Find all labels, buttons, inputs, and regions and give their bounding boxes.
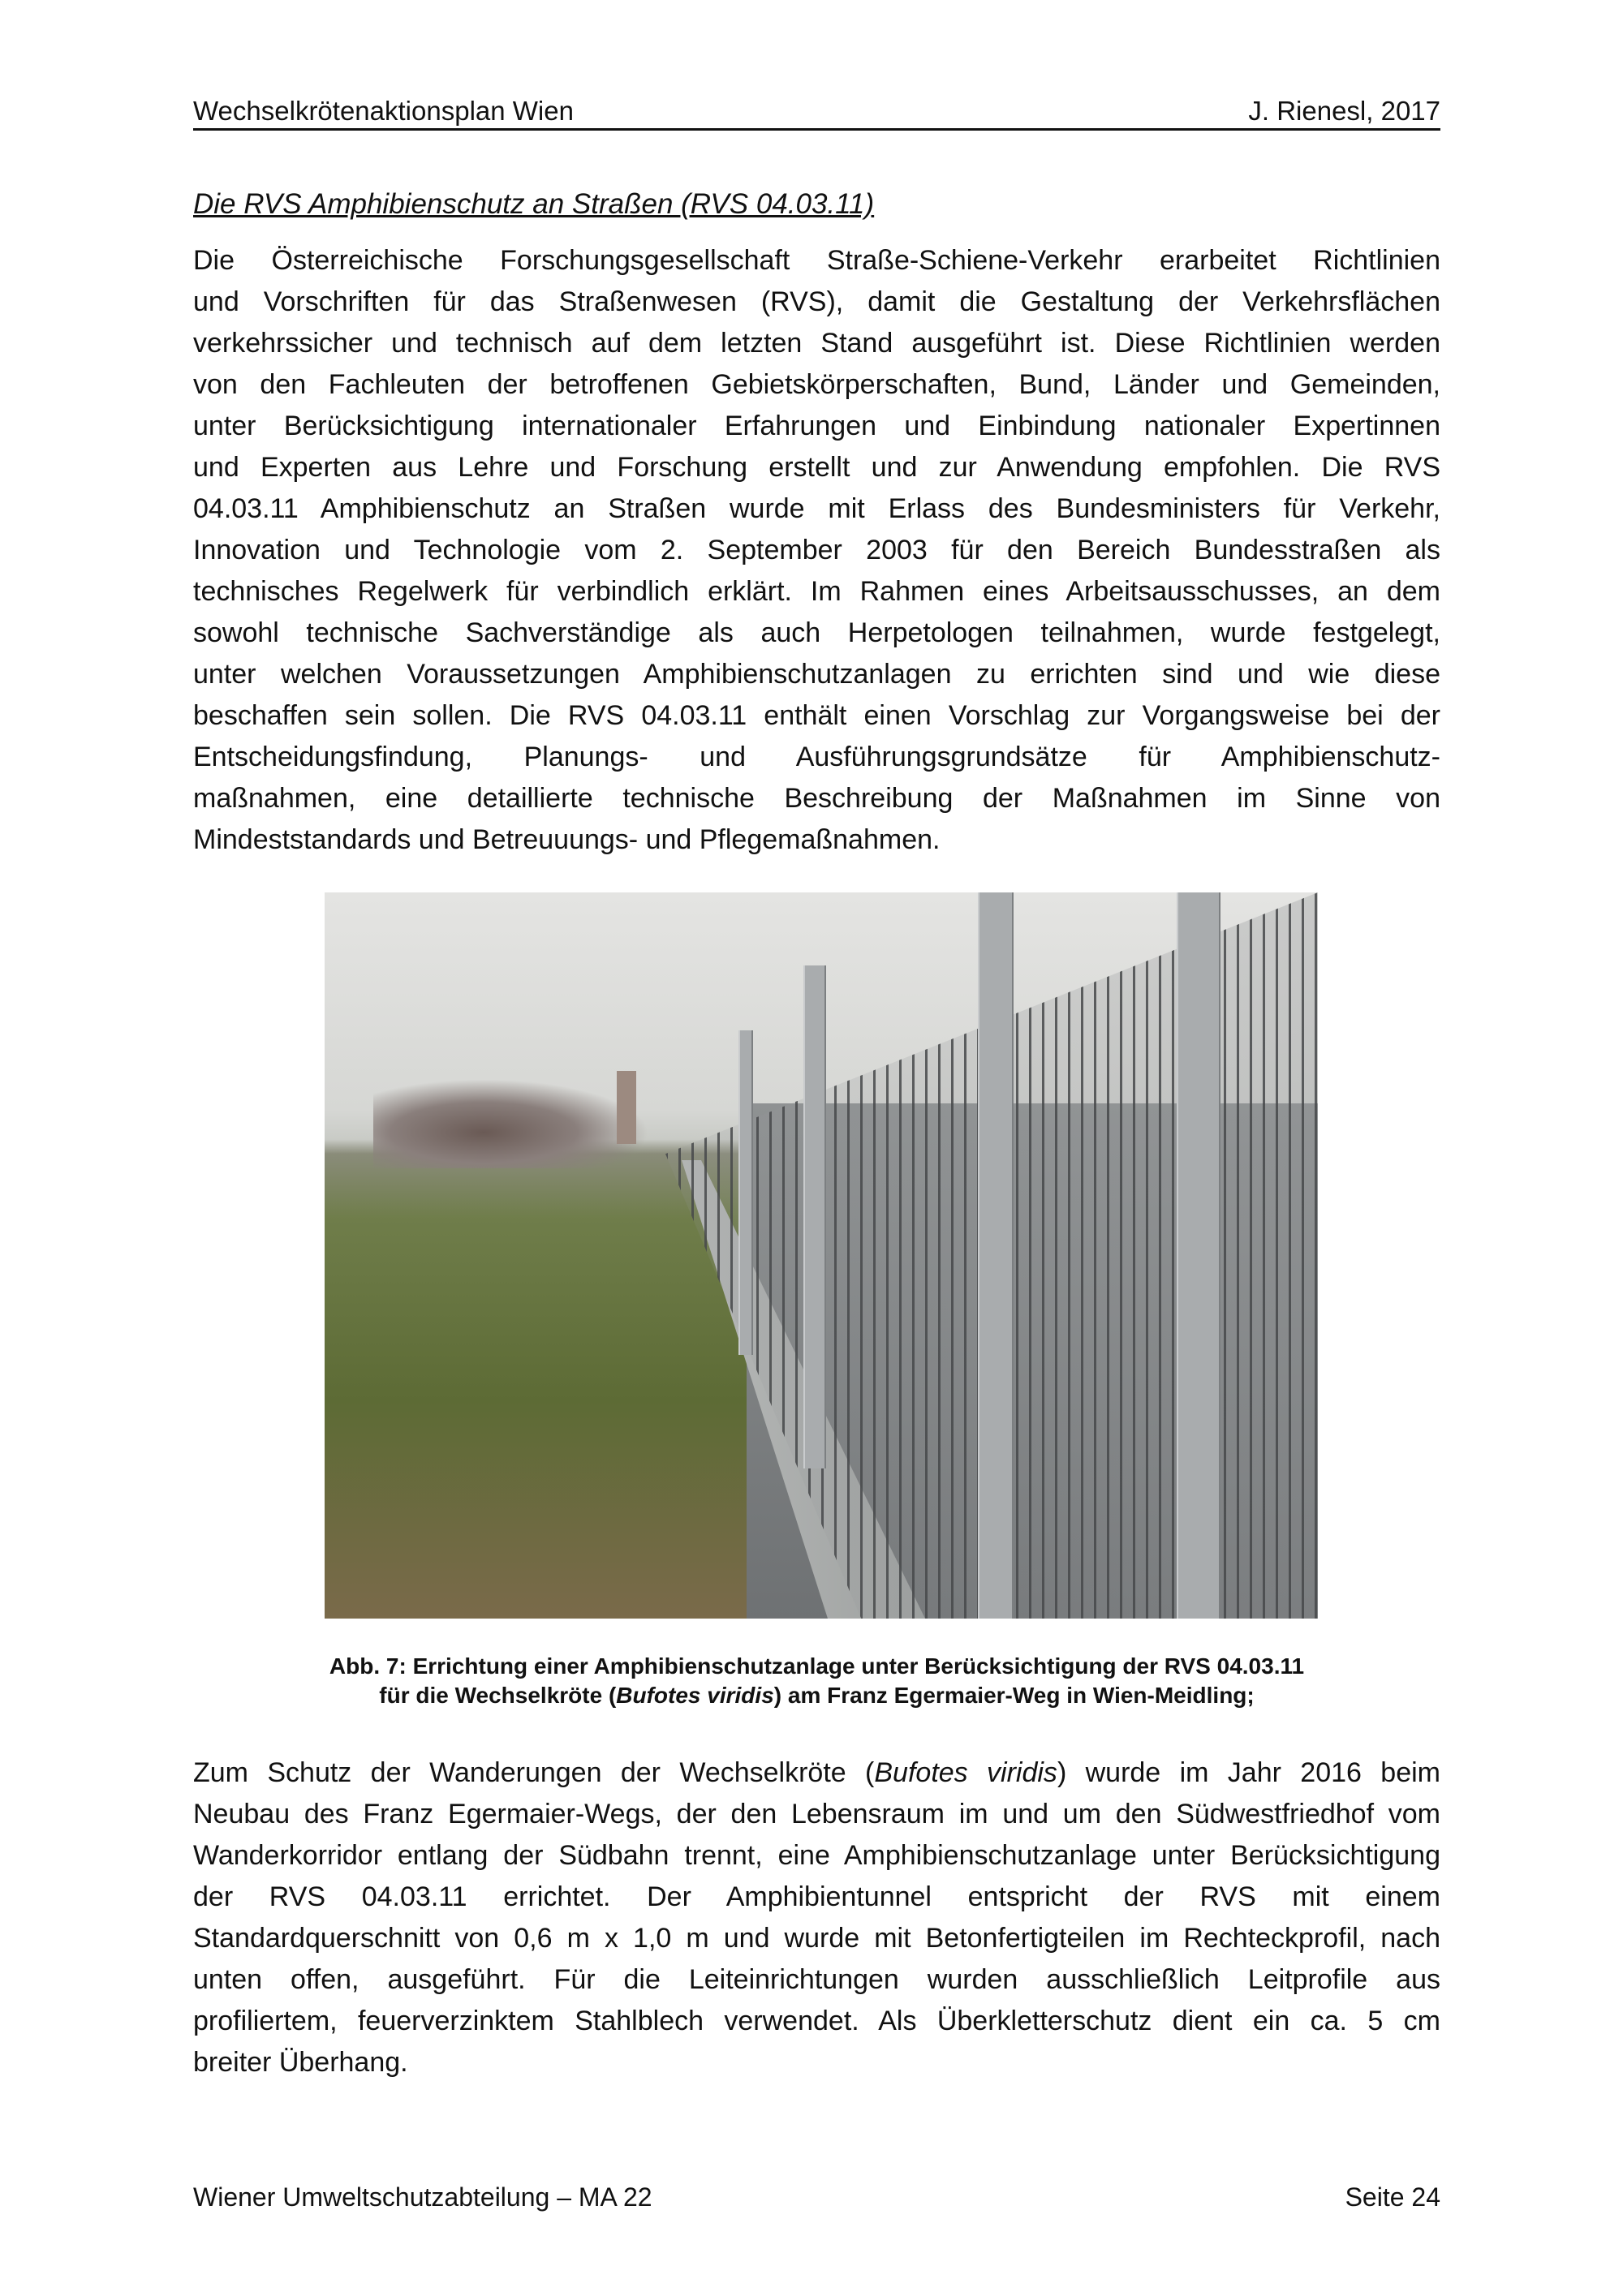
trees <box>373 1079 649 1168</box>
caption-text: ) am Franz Egermaier-Weg in Wien-Meidling; <box>773 1683 1255 1708</box>
figure-caption <box>193 1652 1440 1710</box>
text-line: 04.03.11 Amphibienschutz an Straßen wurde mit Erlass des Bundesministers für Verkehr, <box>193 493 1440 524</box>
text-line: und Vorschriften für das Straßenwesen (RVS), damit die Gestaltung der Verkehrsflächen <box>193 286 1440 317</box>
fence-photo <box>325 892 1318 1619</box>
text-line: Neubau des Franz Egermaier-Wegs, der den Lebensraum im und um den Südwestfriedhof vom <box>193 1799 1440 1829</box>
species-name: Bufotes viridis <box>616 1683 774 1708</box>
page-footer <box>193 2182 1440 2212</box>
text-line: verkehrssicher und technisch auf dem letzten Stand ausgeführt ist. Diese Richtlinien werden <box>193 328 1440 359</box>
caption-line-1: Abb. 7: Errichtung einer Amphibienschutzanlage unter Berücksichtigung der RVS 04.03.11 <box>329 1653 1305 1679</box>
paragraph-1 <box>193 240 1440 861</box>
fence-post <box>1177 892 1220 1619</box>
text-line: Die Österreichische Forschungsgesellschaft Straße-Schiene-Verkehr erarbeitet Richtlinien <box>193 245 1440 276</box>
footer-organization: Wiener Umweltschutzabteilung – MA 22 <box>193 2182 652 2212</box>
text-line: technisches Regelwerk für verbindlich erklärt. Im Rahmen eines Arbeitsausschusses, an dem <box>193 576 1440 607</box>
page-header <box>193 96 1440 131</box>
fence-post <box>978 892 1014 1619</box>
text-line: unter Berücksichtigung internationaler Erfahrungen und Einbindung nationaler Expertinnen <box>193 411 1440 441</box>
text-line: Wanderkorridor entlang der Südbahn trennt, eine Amphibienschutzanlage unter Berücksichtigung <box>193 1840 1440 1871</box>
text-line: unten offen, ausgeführt. Für die Leiteinrichtungen wurden ausschließlich Leitprofile aus <box>193 1964 1440 1995</box>
fence-post <box>803 965 826 1468</box>
header-title: Wechselkrötenaktionsplan Wien <box>193 96 574 126</box>
text-line: der RVS 04.03.11 errichtet. Der Amphibientunnel entspricht der RVS mit einem <box>193 1881 1440 1912</box>
text-line: unter welchen Voraussetzungen Amphibienschutzanlagen zu errichten sind und wie diese <box>193 659 1440 690</box>
text-line: Entscheidungsfindung, Planungs- und Ausführungsgrundsätze für Amphibienschutz- <box>193 742 1440 772</box>
text-line: sowohl technische Sachverständige als auch Herpetologen teilnahmen, wurde festgelegt, <box>193 617 1440 648</box>
text-line: Standardquerschnitt von 0,6 m x 1,0 m und wurde mit Betonfertigteilen im Rechteckprofil, nach <box>193 1923 1440 1954</box>
paragraph-2 <box>193 1752 1440 2083</box>
text-line: Mindeststandards und Betreuuungs- und Pflegemaßnahmen. <box>193 824 941 855</box>
caption-text: für die Wechselkröte ( <box>379 1683 617 1708</box>
header-author: J. Rienesl, 2017 <box>1248 96 1440 126</box>
fence-post <box>738 1030 753 1355</box>
species-name: Bufotes viridis <box>874 1757 1057 1788</box>
text-fragment: Zum Schutz der Wanderungen der Wechselkröte ( <box>193 1757 875 1788</box>
tower <box>617 1071 636 1144</box>
section-title: Die RVS Amphibienschutz an Straßen (RVS 04.03.11) <box>193 188 875 220</box>
text-line: profiliertem, feuerverzinktem Stahlblech verwendet. Als Überkletterschutz dient ein ca. 5 cm <box>193 2006 1440 2036</box>
text-line: maßnahmen, eine detaillierte technische Beschreibung der Maßnahmen im Sinne von <box>193 783 1440 814</box>
text-line: von den Fachleuten der betroffenen Gebietskörperschaften, Bund, Länder und Gemeinden, <box>193 369 1440 400</box>
text-line: breiter Überhang. <box>193 2047 408 2078</box>
text-line: und Experten aus Lehre und Forschung erstellt und zur Anwendung empfohlen. Die RVS <box>193 452 1440 483</box>
text-line <box>193 1752 1440 1794</box>
text-line: Innovation und Technologie vom 2. September 2003 für den Bereich Bundesstraßen als <box>193 535 1440 565</box>
page-number: Seite 24 <box>1345 2182 1440 2212</box>
text-fragment: ) wurde im Jahr 2016 beim <box>1057 1757 1440 1788</box>
text-line: beschaffen sein sollen. Die RVS 04.03.11 enthält einen Vorschlag zur Vorgangsweise bei der <box>193 700 1440 731</box>
caption-line-2 <box>193 1681 1440 1710</box>
